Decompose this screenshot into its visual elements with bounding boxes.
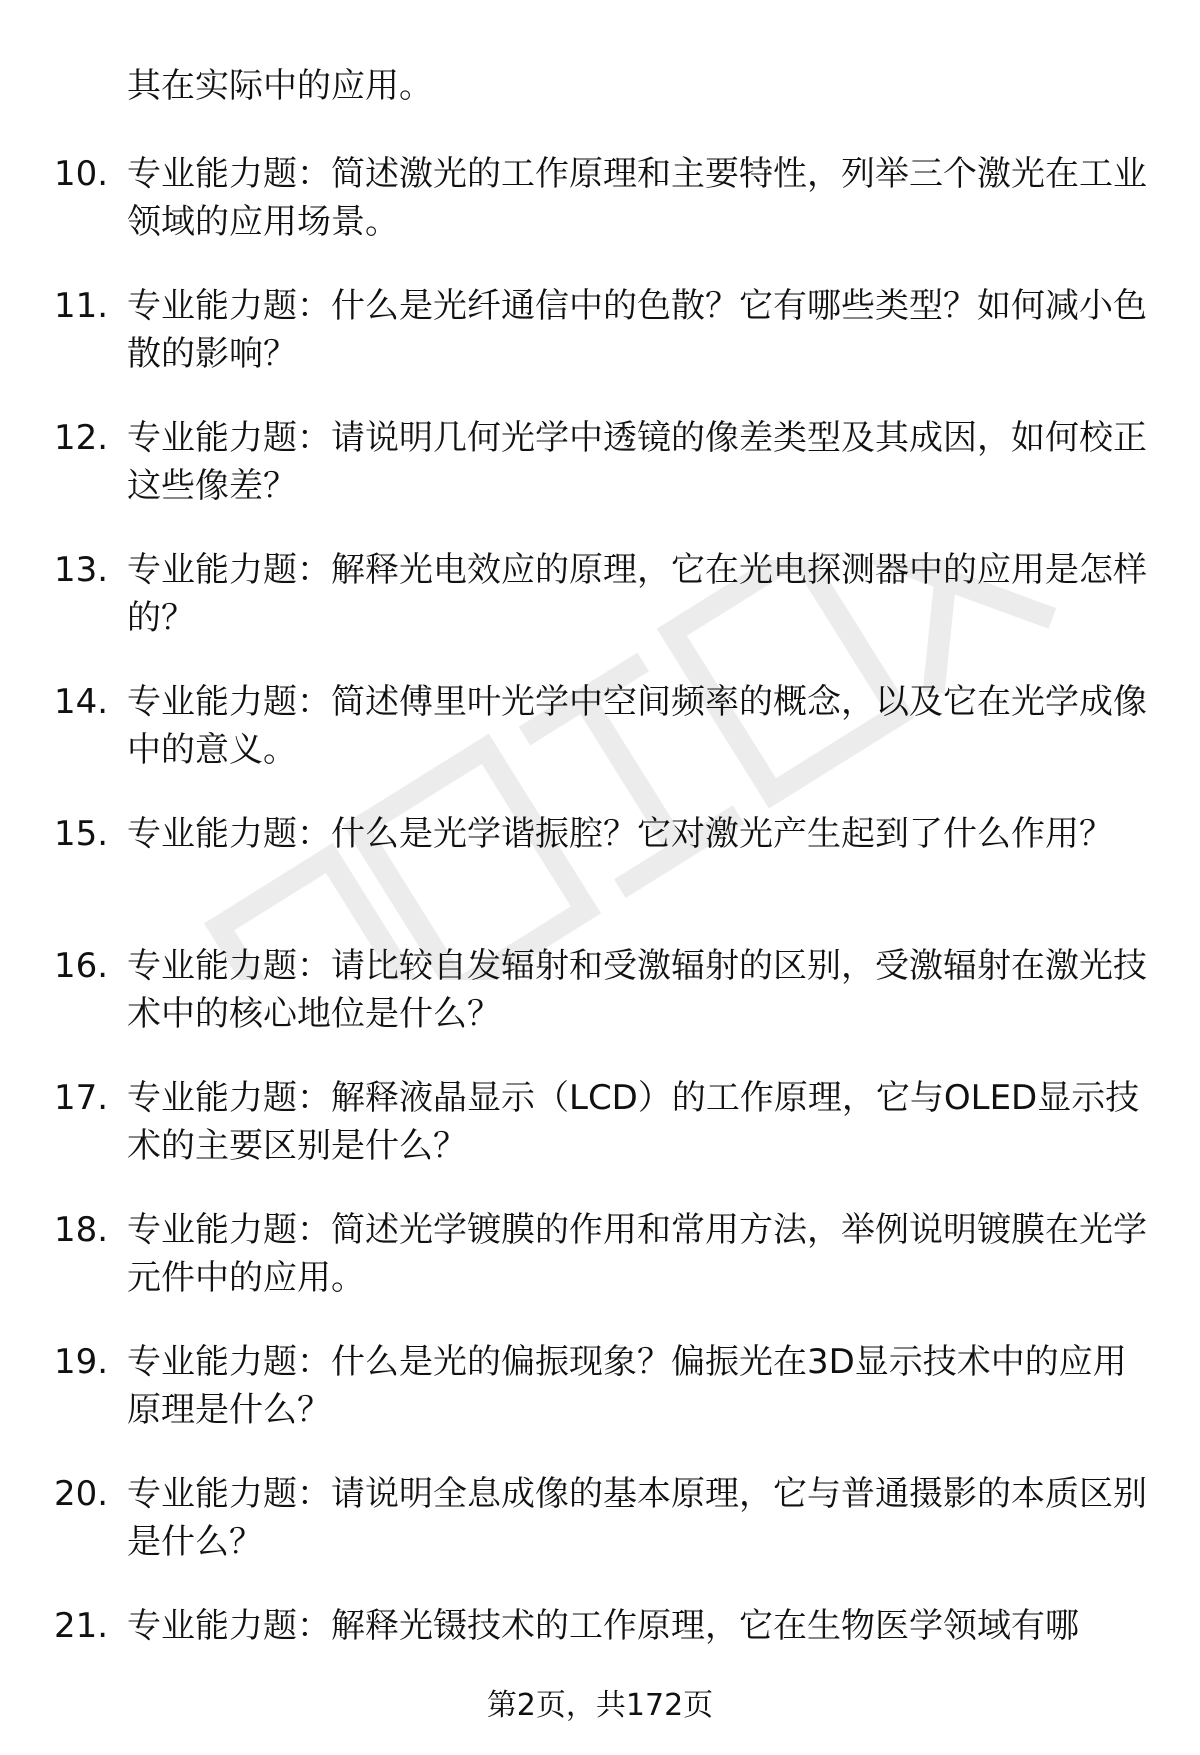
- question-item: [0, 282, 1200, 414]
- question-item: [0, 1074, 1200, 1206]
- question-number: 12.: [54, 418, 109, 458]
- question-text: 专业能力题：解释液晶显示（LCD）的工作原理，它与OLED显示技术的主要区别是什么？: [127, 1078, 1140, 1166]
- question-number: 21.: [54, 1606, 109, 1646]
- question-item: [0, 678, 1200, 810]
- question-text: 专业能力题：请比较自发辐射和受激辐射的区别，受激辐射在激光技术中的核心地位是什么？: [127, 946, 1147, 1034]
- question-text: 专业能力题：什么是光的偏振现象？偏振光在3D显示技术中的应用原理是什么？: [127, 1342, 1127, 1430]
- question-text: 专业能力题：简述激光的工作原理和主要特性，列举三个激光在工业领域的应用场景。: [127, 154, 1147, 242]
- page-footer: 第2页，共172页: [486, 1688, 714, 1723]
- question-text: 专业能力题：什么是光纤通信中的色散？它有哪些类型？如何减小色散的影响？: [127, 286, 1147, 374]
- question-number: 10.: [54, 154, 109, 194]
- question-text: 专业能力题：解释光电效应的原理，它在光电探测器中的应用是怎样的？: [127, 550, 1147, 638]
- question-number: 19.: [54, 1342, 109, 1382]
- question-number: 17.: [54, 1078, 109, 1118]
- question-item: [0, 1338, 1200, 1470]
- question-item: [0, 414, 1200, 546]
- question-number: 14.: [54, 682, 109, 722]
- continuation-text: 其在实际中的应用。: [127, 66, 433, 106]
- question-text: 专业能力题：请说明全息成像的基本原理，它与普通摄影的本质区别是什么？: [127, 1474, 1147, 1562]
- question-item: [0, 150, 1200, 282]
- question-item: [0, 810, 1200, 942]
- question-number: 15.: [54, 814, 109, 854]
- question-number: 13.: [54, 550, 109, 590]
- question-text: 专业能力题：简述光学镀膜的作用和常用方法，举例说明镀膜在光学元件中的应用。: [127, 1210, 1147, 1298]
- question-number: 16.: [54, 946, 109, 986]
- question-item: [0, 1470, 1200, 1602]
- question-item: [0, 1206, 1200, 1338]
- question-number: 11.: [54, 286, 109, 326]
- question-text: 专业能力题：请说明几何光学中透镜的像差类型及其成因，如何校正这些像差？: [127, 418, 1147, 506]
- question-text: 专业能力题：简述傅里叶光学中空间频率的概念，以及它在光学成像中的意义。: [127, 682, 1147, 770]
- question-item: [0, 546, 1200, 678]
- question-number: 20.: [54, 1474, 109, 1514]
- question-list: [0, 150, 1200, 1734]
- question-text: 专业能力题：什么是光学谐振腔？它对激光产生起到了什么作用？: [127, 814, 1113, 854]
- question-text: 专业能力题：解释光镊技术的工作原理，它在生物医学领域有哪: [127, 1606, 1079, 1646]
- question-number: 18.: [54, 1210, 109, 1250]
- question-item: [0, 942, 1200, 1074]
